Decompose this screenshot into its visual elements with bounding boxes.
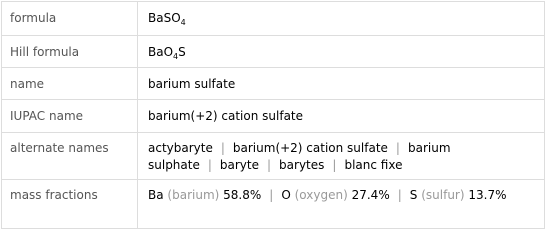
separator: |: [269, 188, 274, 202]
element-symbol: O: [281, 188, 291, 202]
element-percent: 13.7%: [468, 188, 507, 202]
alternate-name: barytes: [279, 158, 325, 172]
alternate-name: barium sulphate: [148, 141, 451, 172]
formula-subscript: 4: [180, 18, 186, 27]
element-percent: 58.8%: [223, 188, 262, 202]
element-symbol: S: [409, 188, 418, 202]
alternate-name: baryte: [219, 158, 259, 172]
separator: |: [207, 158, 212, 172]
table-row-mass-fractions: [2, 180, 545, 229]
element-symbol: Ba: [148, 188, 164, 202]
alternate-name: blanc fixe: [344, 158, 403, 172]
properties-table: [1, 1, 545, 229]
row-label-name: name: [2, 68, 138, 100]
separator: |: [267, 158, 272, 172]
hill-subscript: 4: [173, 52, 179, 61]
hill-part-b: S: [178, 45, 186, 59]
table-row-name: [2, 68, 545, 100]
table-row-hill-formula: [2, 36, 545, 68]
table-row-formula: [2, 2, 545, 36]
alternate-names-value: [138, 133, 545, 180]
alternate-name: actybaryte: [148, 141, 213, 155]
separator: |: [332, 158, 337, 172]
table-row-alternate-names: [2, 133, 545, 180]
element-name: (sulfur): [421, 188, 465, 202]
element-name: (barium): [167, 188, 220, 202]
hill-formula-value: [138, 36, 545, 68]
element-name: (oxygen): [294, 188, 348, 202]
row-label-iupac-name: IUPAC name: [2, 100, 138, 133]
row-label-hill-formula: Hill formula: [2, 36, 138, 68]
separator: |: [220, 141, 225, 155]
table-row-iupac-name: [2, 100, 545, 133]
row-label-mass-fractions: mass fractions: [2, 180, 138, 229]
separator: |: [397, 188, 402, 202]
formula-value: [138, 2, 545, 36]
row-label-alternate-names: alternate names: [2, 133, 138, 180]
row-label-formula: formula: [2, 2, 138, 36]
element-percent: 27.4%: [351, 188, 390, 202]
alternate-name: barium(+2) cation sulfate: [232, 141, 388, 155]
mass-fractions-value: [138, 180, 545, 229]
name-value: barium sulfate: [138, 68, 545, 100]
formula-base: BaSO: [148, 11, 181, 25]
separator: |: [395, 141, 400, 155]
iupac-name-value: barium(+2) cation sulfate: [138, 100, 545, 133]
hill-part-a: BaO: [148, 45, 174, 59]
